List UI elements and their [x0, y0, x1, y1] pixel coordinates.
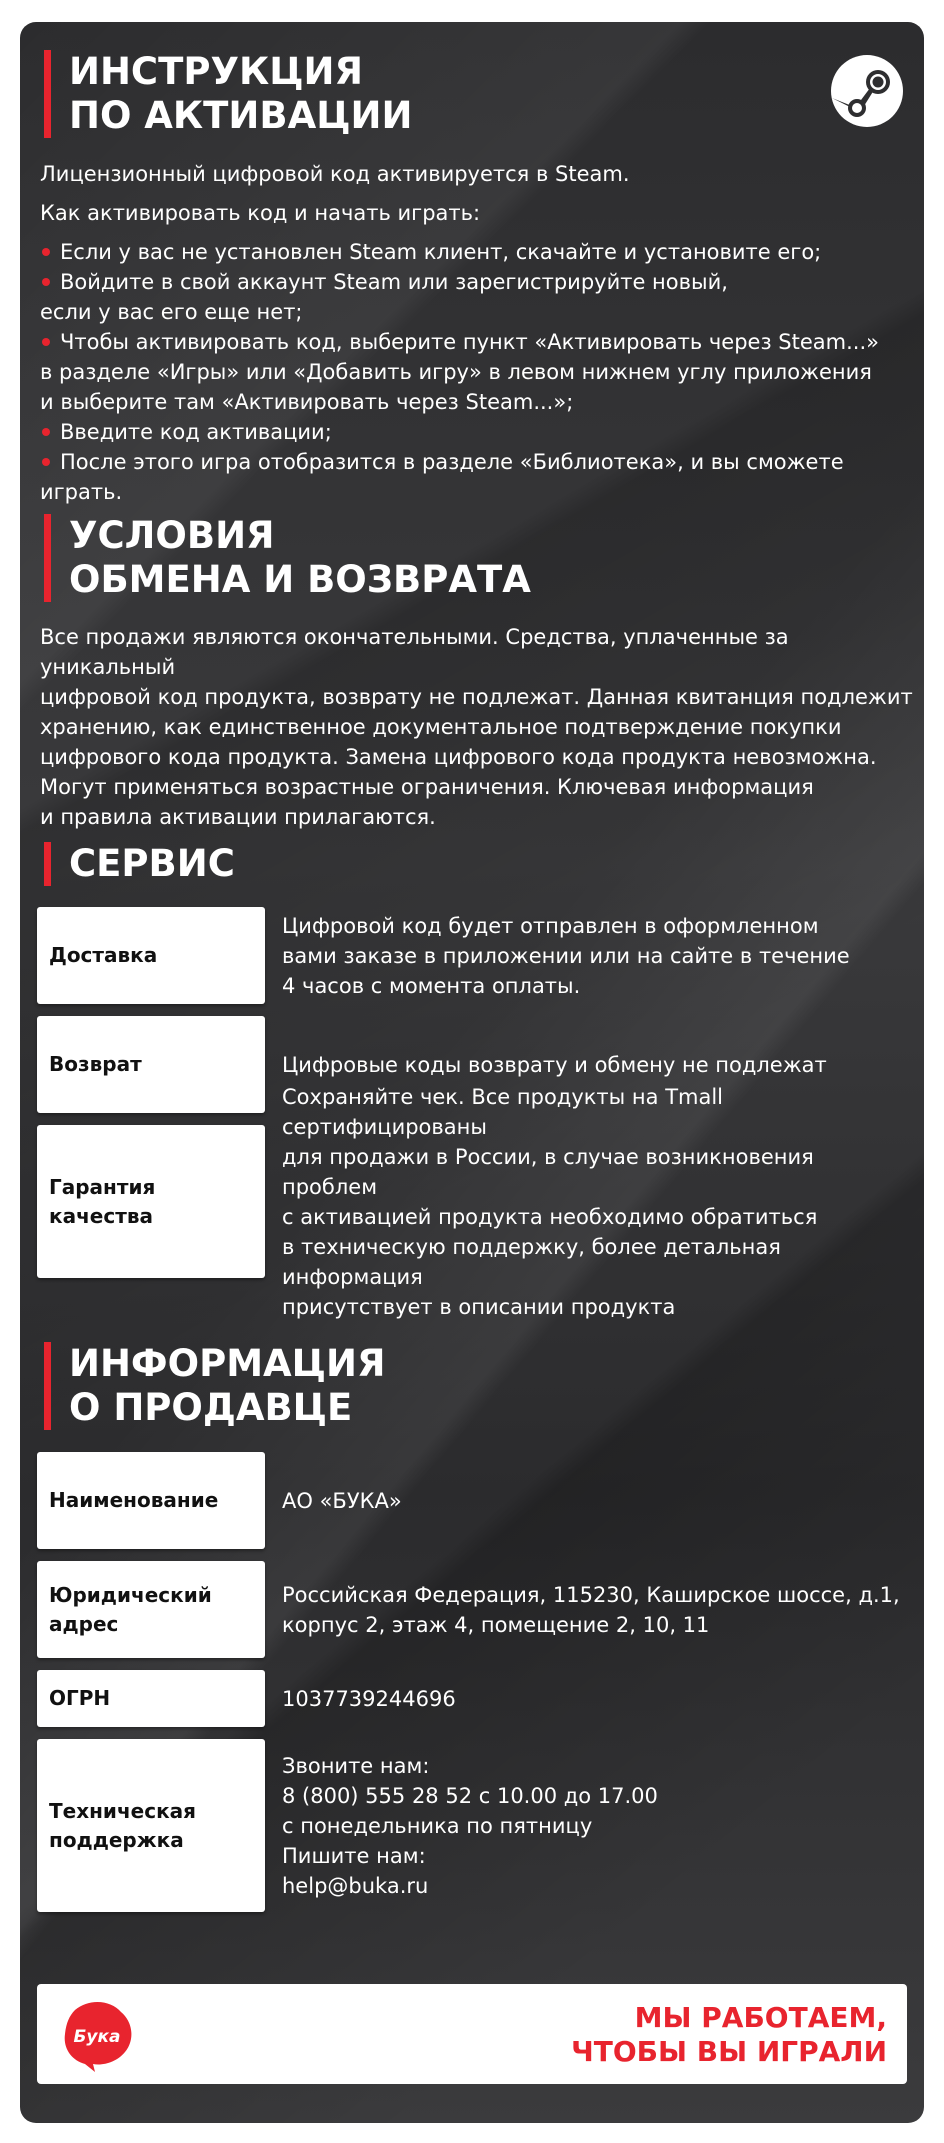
- info-panel: [20, 22, 924, 2123]
- bullet-icon: [42, 458, 50, 466]
- activation-title: ИНСТРУКЦИЯ ПО АКТИВАЦИИ: [44, 50, 412, 138]
- service-value-quality: Сохраняйте чек. Все продукты на Tmall сертифицированы для продажи в России, в случае возникновения проблем с активацией продукта необходимо обратиться в техническую поддержку, более детальная информация присутствует в описании продукта: [282, 1084, 818, 1319]
- step-item: Войдите в свой аккаунт Steam или зарегистрируйте новый,: [40, 267, 910, 297]
- activation-how-to: Как активировать код и начать играть:: [40, 201, 481, 225]
- bullet-icon: [42, 428, 50, 436]
- seller-title: ИНФОРМАЦИЯ О ПРОДАВЦЕ: [44, 1342, 385, 1430]
- service-label-delivery: Доставка: [37, 907, 265, 1004]
- seller-label-name: Наименование: [37, 1452, 265, 1549]
- seller-label-ogrn: ОГРН: [37, 1670, 265, 1727]
- seller-value-ogrn: 1037739244696: [282, 1686, 456, 1711]
- service-value-return: Цифровые коды возврату и обмену не подлежат: [282, 1052, 827, 1077]
- step-item: После этого игра отобразится в разделе «Библиотека», и вы сможете играть.: [40, 450, 844, 504]
- seller-value-name: АО «БУКА»: [282, 1488, 402, 1513]
- step-item: Чтобы активировать код, выберите пункт «Активировать через Steam...»: [40, 327, 910, 357]
- buka-logo: [55, 1992, 139, 2076]
- seller-label-support: Техническая поддержка: [37, 1739, 265, 1912]
- service-value-delivery: Цифровой код будет отправлен в оформленном вами заказе в приложении или на сайте в течение 4 часов с момента оплаты.: [282, 913, 850, 998]
- seller-label-address: Юридический адрес: [37, 1561, 265, 1658]
- service-title: СЕРВИС: [44, 842, 235, 886]
- logo-text: Бука: [73, 2027, 121, 2047]
- exchange-text: Все продажи являются окончательными. Средства, уплаченные за уникальный цифровой код продукта, возврату не подлежат. Данная квитанция подлежит хранению, как единственное документальное подтверждение покупки цифрового кода продукта. Замена цифрового кода продукта невозможна. Могут применяться возрастные ограничения. Ключевая информация и правила активации прилагаются.: [40, 625, 913, 829]
- step-continuation: и выберите там «Активировать через Steam...»;: [40, 390, 574, 414]
- service-label-return: Возврат: [37, 1016, 265, 1113]
- exchange-title: УСЛОВИЯ ОБМЕНА И ВОЗВРАТА: [44, 514, 531, 602]
- step-continuation: в разделе «Игры» или «Добавить игру» в левом нижнем углу приложения: [40, 360, 872, 384]
- bullet-icon: [42, 248, 50, 256]
- activation-steps: [40, 237, 910, 507]
- seller-value-support: Звоните нам: 8 (800) 555 28 52 с 10.00 до 17.00 с понедельника по пятницу Пишите нам: help@buka.ru: [282, 1739, 912, 1912]
- bullet-icon: [42, 338, 50, 346]
- bullet-icon: [42, 278, 50, 286]
- step-continuation: если у вас его еще нет;: [40, 300, 303, 324]
- activation-intro: Лицензионный цифровой код активируется в Steam.: [40, 162, 630, 186]
- steam-icon: [830, 54, 904, 128]
- footer-banner: [37, 1984, 907, 2084]
- support-email[interactable]: help@buka.ru: [282, 1873, 429, 1898]
- service-label-quality: Гарантия качества: [37, 1125, 265, 1278]
- step-item: Если у вас не установлен Steam клиент, скачайте и установите его;: [40, 237, 910, 267]
- step-item: Введите код активации;: [40, 417, 910, 447]
- seller-value-address: Российская Федерация, 115230, Каширское шоссе, д.1, корпус 2, этаж 4, помещение 2, 10, 11: [282, 1582, 900, 1637]
- footer-slogan: МЫ РАБОТАЕМ, ЧТОБЫ ВЫ ИГРАЛИ: [571, 2001, 887, 2068]
